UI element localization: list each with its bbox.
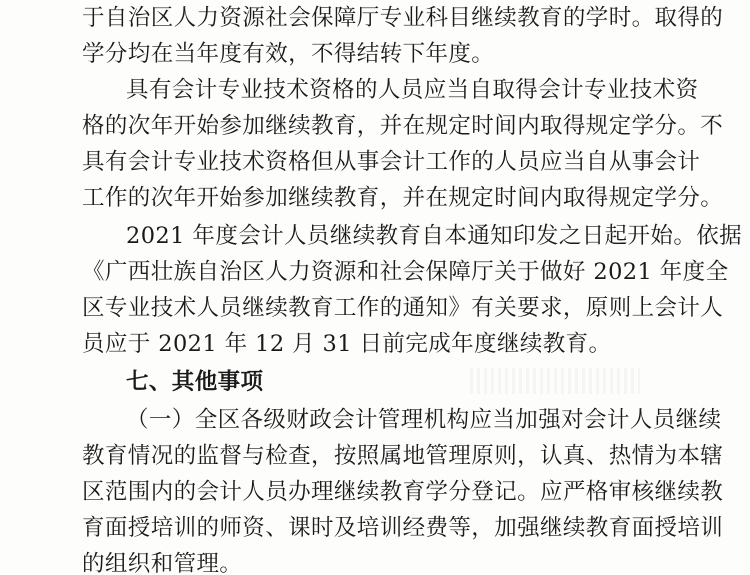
faint-stamp-mark [470, 368, 640, 394]
paragraph-first-line: 具有会计专业技术资格的人员应当自取得会计专业技术资 [126, 77, 699, 103]
body-text-line: 区范围内的会计人员办理继续教育学分登记。应严格审核继续教 [82, 479, 724, 505]
body-text-line: 育面授培训的师资、课时及培训经费等，加强继续教育面授培训 [82, 515, 724, 541]
body-text-line: 员应于 2021 年 12 月 31 日前完成年度继续教育。 [82, 331, 612, 357]
section-heading: 七、其他事项 [126, 369, 264, 395]
body-text-line: 区专业技术人员继续教育工作的通知》有关要求，原则上会计人 [82, 295, 724, 321]
body-text-line: 格的次年开始参加继续教育，并在规定时间内取得规定学分。不 [82, 113, 724, 139]
paragraph-first-line: （一）全区各级财政会计管理机构应当加强对会计人员继续 [126, 407, 722, 433]
body-text-line: 《广西壮族自治区人力资源和社会保障厅关于做好 2021 年度全 [82, 259, 729, 285]
body-text-line: 的组织和管理。 [82, 551, 243, 575]
body-text-line: 工作的次年开始参加继续教育，并在规定时间内取得规定学分。 [82, 185, 724, 211]
body-text-line: 学分均在当年度有效，不得结转下年度。 [82, 41, 495, 67]
paragraph-first-line: 2021 年度会计人员继续教育自本通知印发之日起开始。依据 [126, 223, 743, 249]
body-text-line: 具有会计专业技术资格但从事会计工作的人员应当自从事会计 [82, 149, 701, 175]
body-text-line: 于自治区人力资源社会保障厅专业科目继续教育的学时。取得的 [82, 5, 724, 31]
body-text-line: 教育情况的监督与检查，按照属地管理原则，认真、热情为本辖 [82, 443, 724, 469]
